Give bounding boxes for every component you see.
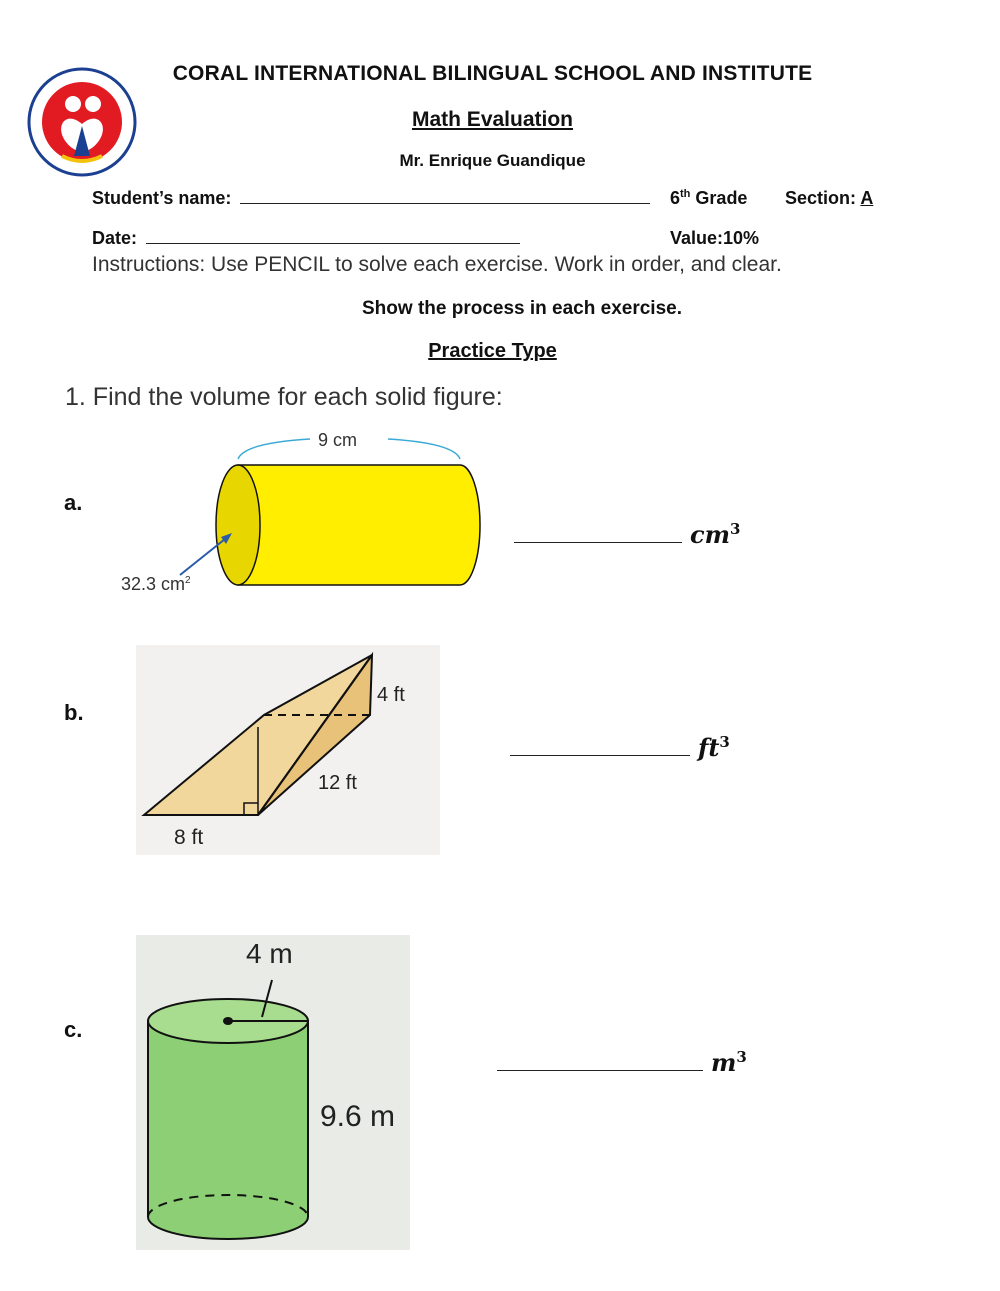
grade-number: 6 xyxy=(670,188,681,208)
answer-c-field[interactable] xyxy=(497,1069,703,1071)
question-1: 1. Find the volume for each solid figure: xyxy=(65,383,503,411)
teacher-name: Mr. Enrique Guandique xyxy=(399,151,586,170)
item-a-label: a. xyxy=(64,490,83,515)
cylinder-a-base-value: 32.3 cm xyxy=(121,574,186,594)
cylinder-a-length: 9 cm xyxy=(318,430,358,450)
answer-c xyxy=(497,1048,747,1077)
item-b-label: b. xyxy=(64,700,84,725)
prism-b-length: 12 ft xyxy=(318,772,357,794)
student-name-label: Student’s name: xyxy=(92,188,232,208)
grade xyxy=(670,188,747,209)
answer-b xyxy=(510,733,730,762)
cylinder-c-figure xyxy=(136,935,410,1250)
grade-word: Grade xyxy=(695,188,748,208)
prism-b-figure xyxy=(136,645,440,855)
instructions: Instructions: Use PENCIL to solve each exercise. Work in order, and clear. xyxy=(92,253,782,276)
cylinder-a-base xyxy=(121,574,191,595)
show-process-note: Show the process in each exercise. xyxy=(362,298,682,319)
value-label: Value:10% xyxy=(670,228,760,248)
student-name-row xyxy=(92,188,650,209)
evaluation-title: Math Evaluation xyxy=(411,108,574,131)
section-value: A xyxy=(860,188,874,208)
answer-c-unit: $m^3$ xyxy=(711,1048,747,1077)
cylinder-a-base-exp: 2 xyxy=(185,575,191,586)
section xyxy=(785,188,873,209)
section-label: Section: xyxy=(785,188,857,208)
school-name: CORAL INTERNATIONAL BILINGUAL SCHOOL AND INSTITUTE xyxy=(172,62,813,85)
item-c-label: c. xyxy=(64,1017,83,1042)
student-name-field[interactable] xyxy=(240,203,650,204)
grade-suffix: th xyxy=(680,188,691,200)
answer-b-field[interactable] xyxy=(510,754,690,756)
cylinder-c-height: 9.6 m xyxy=(320,1100,396,1133)
practice-type-title: Practice Type xyxy=(428,340,557,362)
date-row xyxy=(92,228,520,249)
cylinder-c-radius: 4 m xyxy=(246,938,293,969)
prism-b-height: 4 ft xyxy=(377,684,405,706)
date-field[interactable] xyxy=(146,243,520,244)
answer-a-unit: $cm^3$ xyxy=(690,520,741,549)
prism-b-base: 8 ft xyxy=(174,826,204,849)
answer-b-unit: $ft^3$ xyxy=(698,733,730,762)
answer-a xyxy=(514,520,740,549)
answer-a-field[interactable] xyxy=(514,541,682,543)
date-label: Date: xyxy=(92,228,138,248)
